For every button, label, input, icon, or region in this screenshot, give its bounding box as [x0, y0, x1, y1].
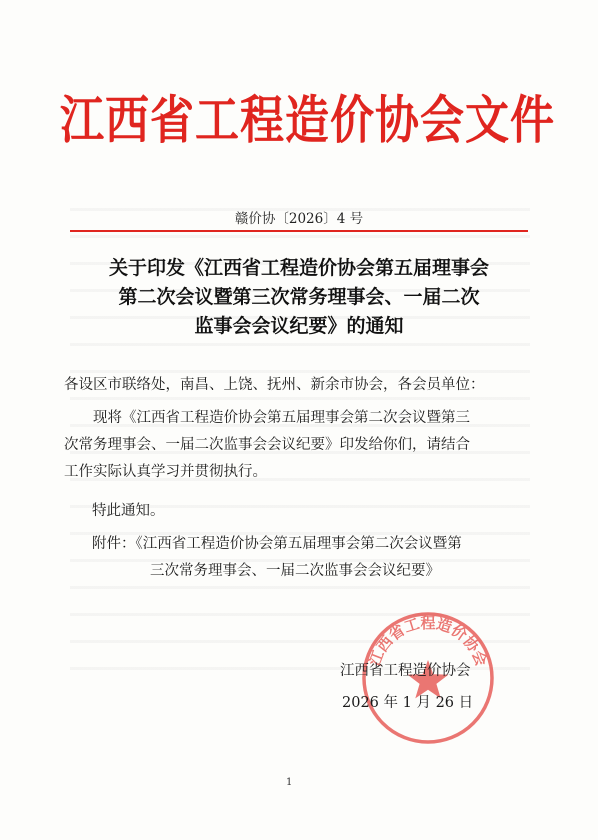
signature-block — [340, 655, 473, 719]
signature-org: 江西省工程造价协会 — [340, 663, 471, 679]
document-number: 赣价协〔2026〕4 号 — [234, 211, 364, 227]
notice-title — [60, 254, 538, 341]
document-masthead: 江西省工程造价协会文件 — [60, 90, 555, 152]
attachment-line-2: 三次常务理事会、一届二次监事会会议纪要》 — [150, 563, 440, 579]
attachment-line-1: 《江西省工程造价协会第五届理事会第二次会议暨第 — [135, 536, 462, 552]
attachment-block — [64, 531, 542, 585]
paragraph-line-3: 工作实际认真学习并贯彻执行。 — [64, 464, 267, 480]
page-number: 1 — [286, 777, 293, 788]
paragraph-line-2: 次常务理事会、一届二次监事会会议纪要》印发给你们，请结合 — [64, 437, 470, 453]
salutation: 各设区市联络处，南昌、上饶、抚州、新余市协会，各会员单位： — [64, 377, 485, 393]
signature-date: 2026 年 1 月 26 日 — [342, 695, 474, 711]
title-line-3: 监事会会议纪要》的通知 — [194, 315, 404, 337]
title-line-2: 第二次会议暨第三次常务理事会、一届二次 — [118, 286, 480, 308]
red-divider-line — [70, 230, 528, 232]
body-paragraph — [64, 405, 542, 486]
closing-text: 特此通知。 — [92, 503, 165, 519]
paragraph-line-1: 现将《江西省工程造价协会第五届理事会第二次会议暨第三 — [93, 410, 470, 426]
seal-text: 江西省工程造价协会 — [365, 613, 491, 669]
attachment-label: 附件： — [92, 536, 136, 552]
title-line-1: 关于印发《江西省工程造价协会第五届理事会 — [108, 257, 489, 279]
